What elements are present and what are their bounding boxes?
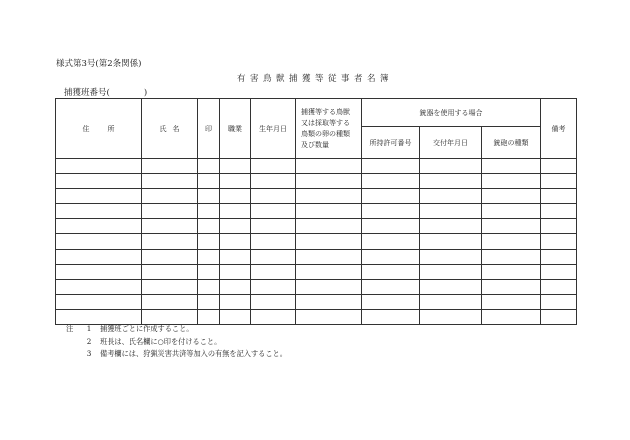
table-cell[interactable] (198, 159, 220, 174)
table-row (56, 294, 577, 309)
table-cell[interactable] (362, 219, 420, 234)
col-gun-group: 銃器を使用する場合 (362, 99, 541, 127)
team-number-label: 捕獲班番号( (64, 88, 110, 98)
col-permit-number: 所持許可番号 (362, 127, 420, 159)
table-row (56, 264, 577, 279)
table-cell[interactable] (251, 159, 296, 174)
note-item: 2 班長は、氏名欄に○印を付けること。 (86, 336, 222, 346)
table-cell[interactable] (482, 264, 541, 279)
table-cell[interactable] (251, 174, 296, 189)
team-number-field (64, 86, 147, 98)
table-cell[interactable] (142, 279, 198, 294)
table-row (56, 204, 577, 219)
table-cell[interactable] (296, 234, 362, 249)
table-cell[interactable] (362, 204, 420, 219)
table-cell[interactable] (420, 219, 482, 234)
table-cell[interactable] (251, 204, 296, 219)
table-cell[interactable] (482, 234, 541, 249)
table-cell[interactable] (220, 294, 251, 309)
table-cell[interactable] (541, 264, 577, 279)
table-cell[interactable] (362, 294, 420, 309)
table-cell[interactable] (56, 279, 142, 294)
table-cell[interactable] (220, 264, 251, 279)
table-cell[interactable] (251, 189, 296, 204)
table-cell[interactable] (56, 174, 142, 189)
table-cell[interactable] (420, 204, 482, 219)
table-cell[interactable] (220, 174, 251, 189)
register-rows (56, 159, 577, 325)
table-cell[interactable] (220, 279, 251, 294)
table-cell[interactable] (482, 249, 541, 264)
page-title: 有害鳥獣捕獲等従事者名簿 (236, 74, 393, 84)
table-cell[interactable] (420, 279, 482, 294)
table-cell[interactable] (296, 279, 362, 294)
table-cell[interactable] (251, 294, 296, 309)
table-cell[interactable] (251, 234, 296, 249)
table-cell[interactable] (251, 219, 296, 234)
col-address: 住所 (56, 99, 142, 159)
table-cell[interactable] (142, 234, 198, 249)
table-cell[interactable] (296, 294, 362, 309)
table-cell[interactable] (420, 249, 482, 264)
table-cell[interactable] (198, 204, 220, 219)
col-birth-date: 生年月日 (251, 99, 296, 159)
table-cell[interactable] (56, 219, 142, 234)
table-cell[interactable] (362, 249, 420, 264)
table-cell[interactable] (296, 309, 362, 324)
table-cell[interactable] (296, 204, 362, 219)
table-cell[interactable] (56, 234, 142, 249)
table-cell[interactable] (251, 249, 296, 264)
table-cell[interactable] (198, 249, 220, 264)
table-cell[interactable] (198, 234, 220, 249)
notes (66, 323, 287, 361)
table-cell[interactable] (541, 279, 577, 294)
table-cell[interactable] (56, 264, 142, 279)
table-cell[interactable] (541, 189, 577, 204)
table-cell[interactable] (296, 159, 362, 174)
table-cell[interactable] (362, 309, 420, 324)
table-cell[interactable] (420, 294, 482, 309)
table-cell[interactable] (56, 204, 142, 219)
table-cell[interactable] (142, 159, 198, 174)
table-cell[interactable] (482, 174, 541, 189)
table-cell[interactable] (296, 249, 362, 264)
table-cell[interactable] (56, 294, 142, 309)
col-name: 氏名 (142, 99, 198, 159)
table-cell[interactable] (142, 174, 198, 189)
table-cell[interactable] (541, 174, 577, 189)
table-cell[interactable] (362, 264, 420, 279)
table-cell[interactable] (220, 234, 251, 249)
table-cell[interactable] (482, 189, 541, 204)
table-cell[interactable] (220, 219, 251, 234)
table-row (56, 174, 577, 189)
form-number: 様式第3号(第2条関係) (56, 59, 142, 69)
table-row (56, 219, 577, 234)
table-cell[interactable] (362, 189, 420, 204)
col-remarks: 備考 (541, 99, 577, 159)
table-cell[interactable] (541, 294, 577, 309)
table-cell[interactable] (541, 234, 577, 249)
note-item: 注 1 捕獲班ごとに作成すること。 (66, 324, 194, 333)
table-cell[interactable] (541, 159, 577, 174)
table-cell[interactable] (420, 174, 482, 189)
table-cell[interactable] (362, 234, 420, 249)
table-cell[interactable] (482, 294, 541, 309)
table-cell[interactable] (251, 279, 296, 294)
table-cell[interactable] (482, 309, 541, 324)
table-cell[interactable] (198, 219, 220, 234)
table-cell[interactable] (56, 249, 142, 264)
table-cell[interactable] (56, 189, 142, 204)
table-cell[interactable] (362, 174, 420, 189)
team-number-close: ) (143, 88, 148, 98)
col-seal: 印 (198, 99, 220, 159)
table-cell[interactable] (142, 219, 198, 234)
table-cell[interactable] (220, 204, 251, 219)
table-row (56, 234, 577, 249)
table-cell[interactable] (251, 264, 296, 279)
table-cell[interactable] (541, 249, 577, 264)
table-cell[interactable] (198, 189, 220, 204)
table-cell[interactable] (220, 159, 251, 174)
table-cell[interactable] (482, 219, 541, 234)
note-item: 3 備考欄には、狩猟災害共済等加入の有無を記入すること。 (86, 349, 287, 358)
col-gun-type: 銃砲の種類 (482, 127, 541, 159)
table-cell[interactable] (56, 159, 142, 174)
col-issue-date: 交付年月日 (420, 127, 482, 159)
table-cell[interactable] (220, 189, 251, 204)
table-cell[interactable] (482, 279, 541, 294)
table-cell[interactable] (420, 309, 482, 324)
table-cell[interactable] (362, 279, 420, 294)
table-cell[interactable] (541, 219, 577, 234)
col-occupation: 職業 (220, 99, 251, 159)
table-cell[interactable] (198, 279, 220, 294)
table-cell[interactable] (198, 174, 220, 189)
table-row (56, 189, 577, 204)
table-row (56, 279, 577, 294)
table-cell[interactable] (541, 309, 577, 324)
table-cell[interactable] (362, 159, 420, 174)
table-cell[interactable] (198, 294, 220, 309)
table-cell[interactable] (296, 264, 362, 279)
table-cell[interactable] (482, 159, 541, 174)
table-cell[interactable] (198, 264, 220, 279)
table-cell[interactable] (142, 249, 198, 264)
table-cell[interactable] (482, 204, 541, 219)
table-row (56, 249, 577, 264)
table-cell[interactable] (420, 264, 482, 279)
table-cell[interactable] (142, 204, 198, 219)
table-cell[interactable] (142, 294, 198, 309)
table-cell[interactable] (296, 219, 362, 234)
table-cell[interactable] (142, 189, 198, 204)
table-cell[interactable] (541, 204, 577, 219)
col-species: 捕獲等する鳥獣 又は採取等する 鳥類の卵の種類 及び数量 (296, 99, 362, 159)
table-cell[interactable] (220, 249, 251, 264)
table-cell[interactable] (420, 234, 482, 249)
table-cell[interactable] (296, 189, 362, 204)
table-cell[interactable] (420, 159, 482, 174)
table-cell[interactable] (296, 174, 362, 189)
table-cell[interactable] (142, 264, 198, 279)
table-cell[interactable] (420, 189, 482, 204)
table-row (56, 159, 577, 174)
register-table (55, 98, 577, 325)
